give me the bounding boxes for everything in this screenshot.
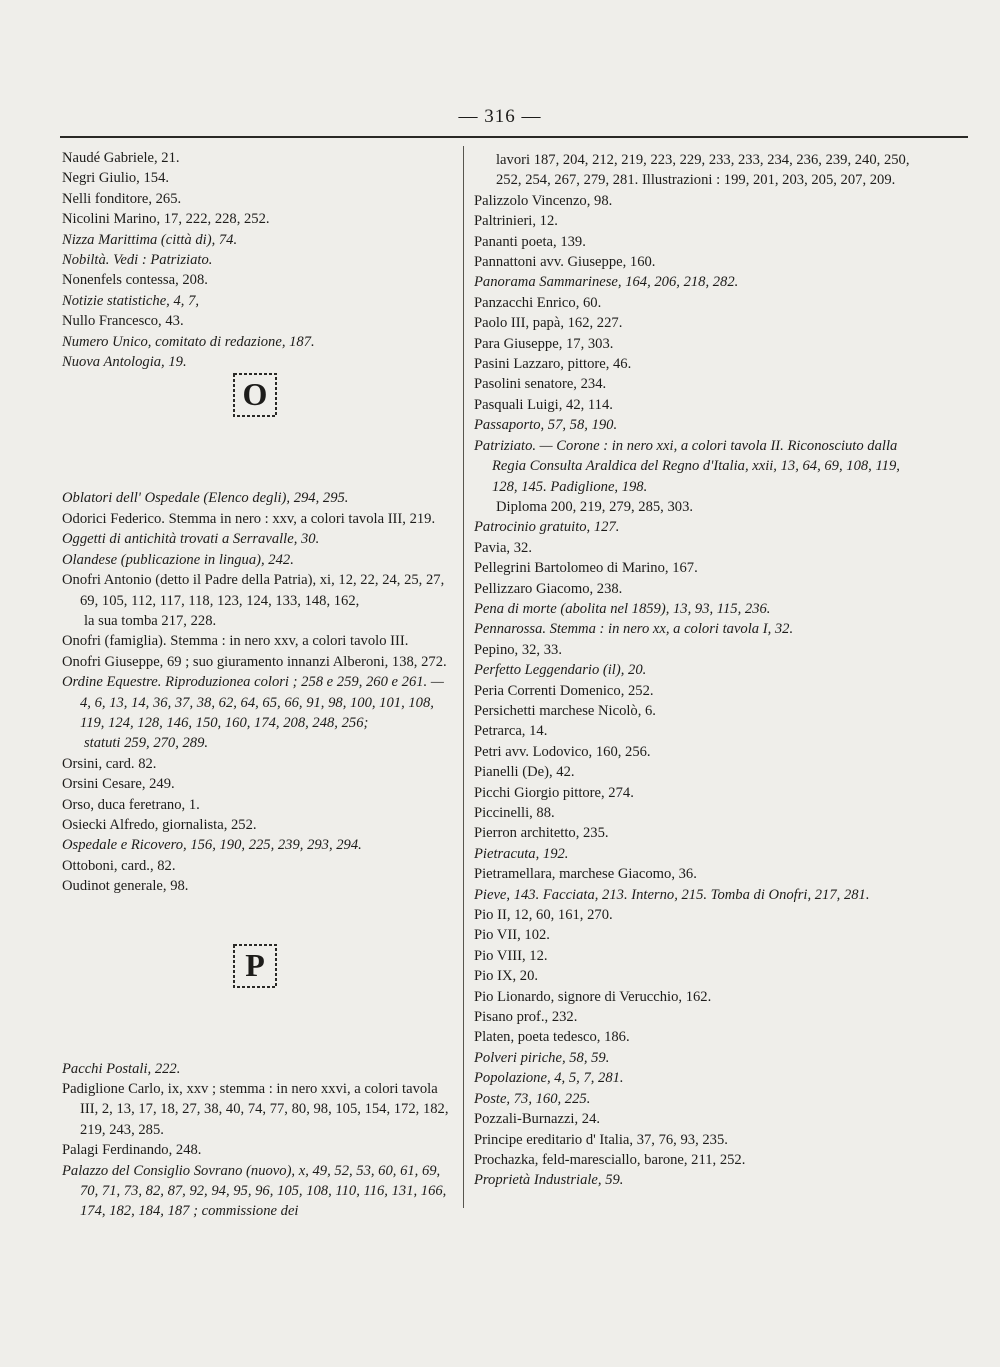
index-entry: Notizie statistiche, 4, 7,: [62, 292, 200, 309]
page-number: — 316 —: [458, 106, 542, 127]
index-entry: Petrarca, 14.: [474, 723, 548, 740]
index-entry: Nizza Marittima (città di), 74.: [62, 231, 238, 248]
index-entry: Principe ereditario d' Italia, 37, 76, 93, 235.: [474, 1131, 728, 1148]
index-entry: Onofri Antonio (detto il Padre della Patria), xi, 12, 22, 24, 25, 27, 69, 105, 112, 117, 118, 123, 124, 133, 148, 162,: [62, 572, 445, 609]
index-entry: Pasolini senatore, 234.: [474, 376, 607, 393]
index-entry: Persichetti marchese Nicolò, 6.: [474, 702, 656, 719]
index-entry: Olandese (publicazione in lingua), 242.: [62, 551, 294, 568]
index-entry: Perfetto Leggendario (il), 20.: [474, 662, 647, 679]
index-entry: Paltrinieri, 12.: [474, 213, 558, 230]
index-entry: Pananti poeta, 139.: [474, 233, 586, 250]
index-entry: Onofri Giuseppe, 69 ; suo giuramento innanzi Alberoni, 138, 272.: [62, 653, 447, 670]
index-entry: la sua tomba 217, 228.: [84, 612, 217, 629]
index-entry: Pacchi Postali, 222.: [62, 1060, 181, 1077]
index-entry: Numero Unico, comitato di redazione, 187.: [62, 333, 315, 350]
index-entry: Paolo III, papà, 162, 227.: [474, 315, 623, 332]
index-entry: Pieve, 143. Facciata, 213. Interno, 215. Tomba di Onofri, 217, 281.: [474, 886, 870, 903]
index-entry: Poste, 73, 160, 225.: [474, 1090, 591, 1107]
index-entry: Pasquali Luigi, 42, 114.: [474, 396, 613, 413]
index-entry: Nullo Francesco, 43.: [62, 313, 184, 330]
decorative-initial-o: [232, 372, 278, 418]
index-entry: Palagi Ferdinando, 248.: [62, 1142, 202, 1159]
index-entry: Odorici Federico. Stemma in nero : xxv, a colori tavola III, 219.: [62, 510, 436, 527]
index-entry: Padiglione Carlo, ix, xxv ; stemma : in nero xxvi, a colori tavola III, 2, 13, 17, 18, 27, 38, 40, 74, 77, 80, 98, 105, 154, 172, 182, 219, 243, 285.: [62, 1081, 449, 1138]
index-entry: Patrocinio gratuito, 127.: [474, 519, 620, 536]
index-entry: Pisano prof., 232.: [474, 1009, 578, 1026]
decorative-initial-letter: O: [242, 376, 268, 413]
decorative-initial-letter: P: [245, 946, 265, 983]
index-entry: Ospedale e Ricovero, 156, 190, 225, 239, 293, 294.: [62, 837, 362, 854]
index-entry: Onofri (famiglia). Stemma : in nero xxv, a colori tavolo III.: [62, 633, 409, 650]
index-entry: Naudé Gabriele, 21.: [62, 150, 180, 166]
index-entry: Pietracuta, 192.: [474, 845, 569, 862]
index-entry: Prochazka, feld-maresciallo, barone, 211, 252.: [474, 1151, 746, 1168]
column-divider: [463, 146, 464, 1208]
index-entry: Polveri piriche, 58, 59.: [474, 1049, 610, 1066]
index-entry: Peria Correnti Domenico, 252.: [474, 682, 654, 699]
index-entry: Nuova Antologia, 19.: [62, 354, 187, 371]
header-rule: [60, 136, 968, 138]
index-entry: Ordine Equestre. Riproduzionea colori ; 258 e 259, 260 e 261. — 4, 6, 13, 14, 36, 37, 38, 62, 64, 65, 66, 91, 98, 100, 101, 108, 119, 124, 128, 146, 150, 160, 174, 208, 248, 256;: [62, 674, 444, 731]
left-column: [62, 148, 457, 1222]
index-entry: Pio IX, 20.: [474, 968, 539, 985]
index-entry: Nelli fonditore, 265.: [62, 190, 182, 207]
index-entry: Para Giuseppe, 17, 303.: [474, 335, 614, 352]
index-entry: Pena di morte (abolita nel 1859), 13, 93, 115, 236.: [474, 600, 771, 617]
index-entry: Pio II, 12, 60, 161, 270.: [474, 907, 613, 924]
index-entry: Ottoboni, card., 82.: [62, 857, 176, 874]
index-entry: Diploma 200, 219, 279, 285, 303.: [496, 498, 694, 515]
index-entry: Palazzo del Consiglio Sovrano (nuovo), x, 49, 52, 53, 60, 61, 69, 70, 71, 73, 82, 87, 92, 94, 95, 96, 105, 108, 110, 116, 131, 166, 174, 182, 184, 187 ; commissione dei: [62, 1162, 447, 1220]
index-entry: Orso, duca feretrano, 1.: [62, 796, 200, 813]
index-entry: Piccinelli, 88.: [474, 805, 555, 821]
index-entry: Pierron architetto, 235.: [474, 825, 609, 842]
index-entry: Pellizzaro Giacomo, 238.: [474, 580, 623, 597]
index-entry: Nonenfels contessa, 208.: [62, 272, 208, 289]
index-entry: Pepino, 32, 33.: [474, 641, 562, 658]
right-column: [474, 150, 914, 1191]
index-entry: Platen, poeta tedesco, 186.: [474, 1029, 630, 1046]
decorative-initial-p: [232, 943, 278, 989]
index-entry: Panorama Sammarinese, 164, 206, 218, 282.: [474, 274, 739, 291]
index-entry: Pasini Lazzaro, pittore, 46.: [474, 356, 632, 373]
index-entry: Pietramellara, marchese Giacomo, 36.: [474, 866, 697, 883]
index-entry: Picchi Giorgio pittore, 274.: [474, 784, 634, 801]
index-entry: Pio VIII, 12.: [474, 947, 548, 964]
index-entry: lavori 187, 204, 212, 219, 223, 229, 233, 233, 234, 236, 239, 240, 250, 252, 254, 267, 279, 281. Illustrazioni : 199, 201, 203, 205, 207, 209.: [496, 152, 910, 189]
index-entry: Passaporto, 57, 58, 190.: [474, 417, 618, 434]
index-entry: Pianelli (De), 42.: [474, 764, 575, 781]
index-entry: Oudinot generale, 98.: [62, 878, 189, 895]
index-entry: Pio Lionardo, signore di Verucchio, 162.: [474, 988, 712, 1005]
index-entry: Pavia, 32.: [474, 539, 532, 556]
index-entry: Panzacchi Enrico, 60.: [474, 294, 602, 311]
index-entry: Oblatori dell' Ospedale (Elenco degli), 294, 295.: [62, 490, 349, 507]
index-entry: Oggetti di antichità trovati a Serravalle, 30.: [62, 531, 320, 548]
index-entry: Pozzali-Burnazzi, 24.: [474, 1111, 601, 1128]
index-entry: Orsini, card. 82.: [62, 755, 157, 772]
index-entry: Patriziato. — Corone : in nero xxi, a colori tavola II. Riconosciuto dalla Regia Consulta Araldica del Regno d'Italia, xxii, 13, 64, 69, 108, 119, 128, 145. Padiglione, 198.: [474, 437, 900, 495]
index-entry: Osiecki Alfredo, giornalista, 252.: [62, 816, 257, 833]
index-entry: Palizzolo Vincenzo, 98.: [474, 192, 613, 209]
index-entry: Pellegrini Bartolomeo di Marino, 167.: [474, 560, 698, 577]
index-entry: Popolazione, 4, 5, 7, 281.: [474, 1070, 624, 1087]
index-entry: Pannattoni avv. Giuseppe, 160.: [474, 254, 656, 271]
index-entry: Pennarossa. Stemma : in nero xx, a colori tavola I, 32.: [474, 621, 794, 638]
index-entry: Negri Giulio, 154.: [62, 170, 170, 187]
index-entry: statuti 259, 270, 289.: [84, 735, 209, 752]
index-entry: Orsini Cesare, 249.: [62, 776, 175, 793]
index-entry: Pio VII, 102.: [474, 927, 550, 944]
index-entry: Proprietà Industriale, 59.: [474, 1172, 624, 1189]
index-entry: Petri avv. Lodovico, 160, 256.: [474, 743, 651, 760]
index-entry: Nobiltà. Vedi : Patriziato.: [62, 252, 213, 269]
index-entry: Nicolini Marino, 17, 222, 228, 252.: [62, 211, 270, 228]
